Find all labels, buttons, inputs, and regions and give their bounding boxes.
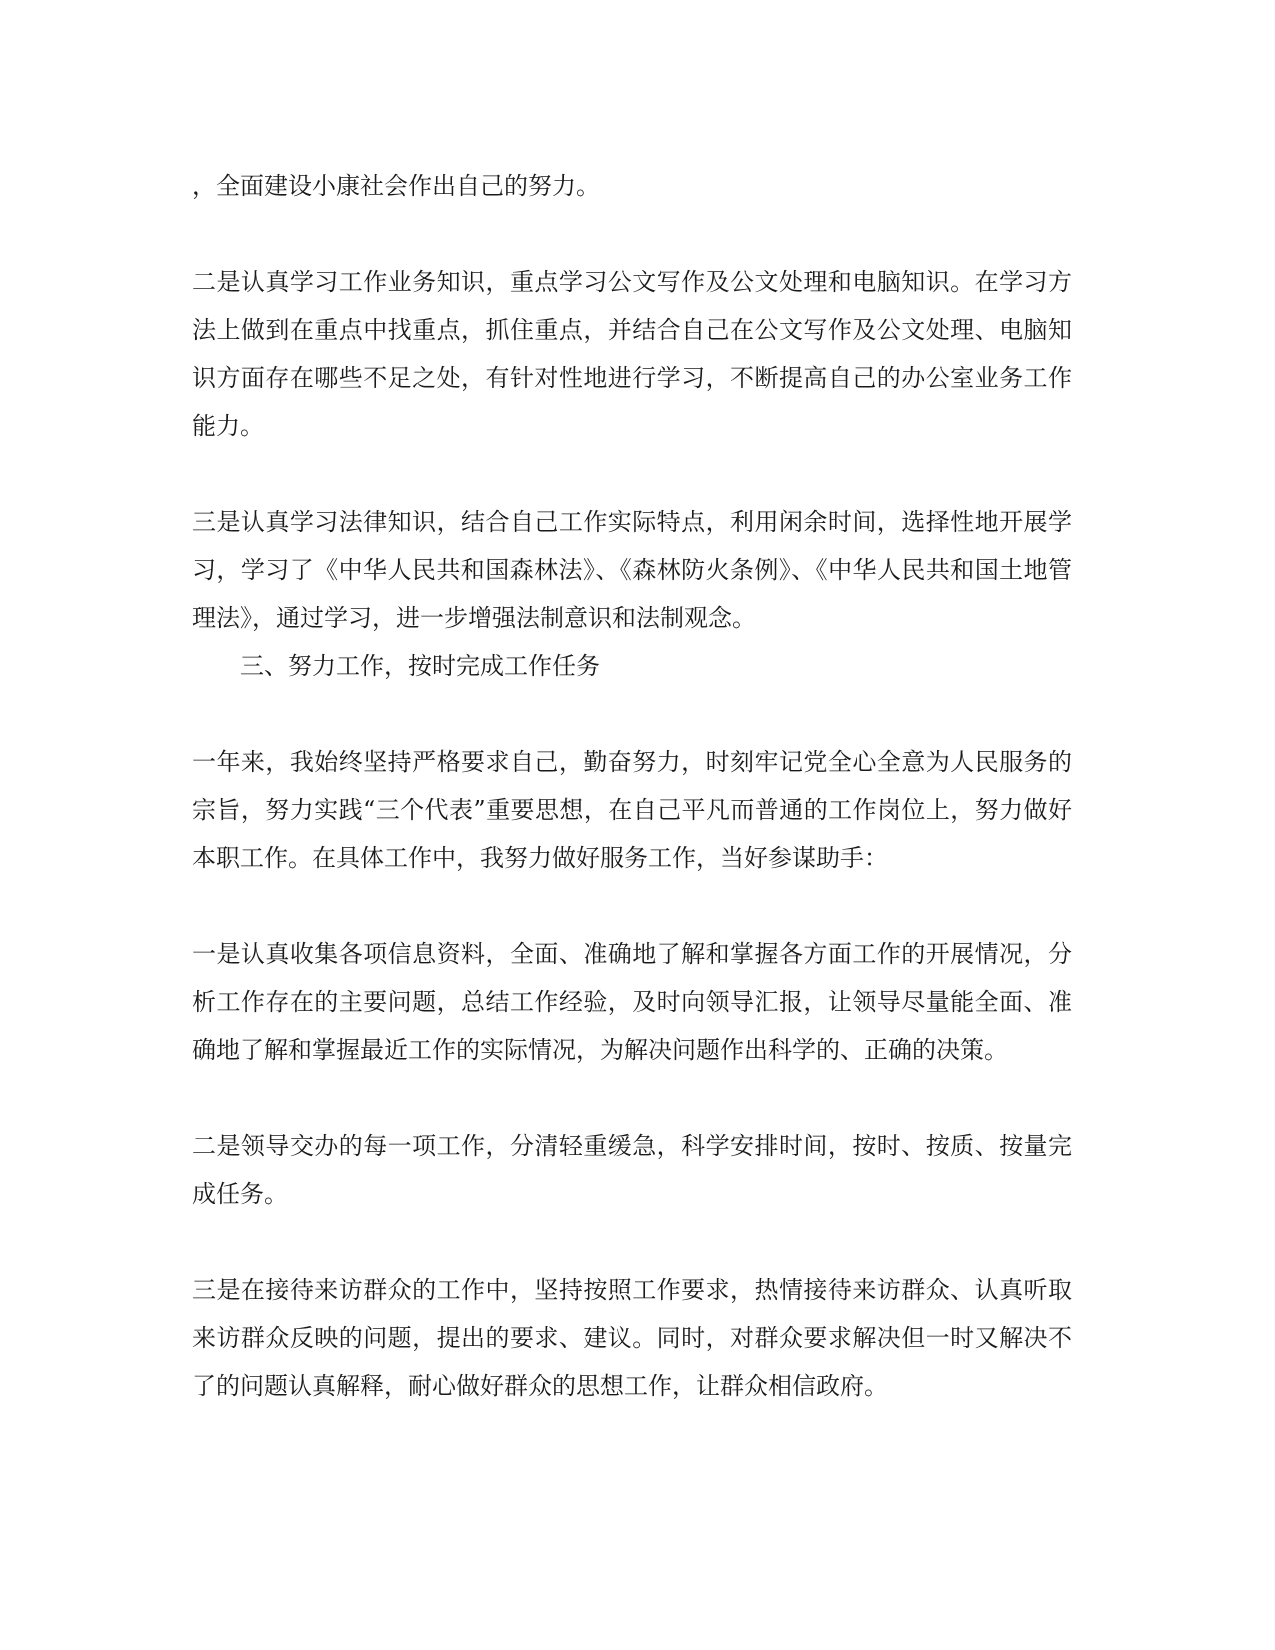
paragraph-year-summary: 一年来，我始终坚持严格要求自己，勤奋努力，时刻牢记党全心全意为人民服务的宗旨，努力实践“三个代表”重要思想，在自己平凡而普通的工作岗位上，努力做好本职工作。在具体工作中，我努力做好服务工作，当好参谋助手： (192, 748, 1072, 872)
section-heading-work: 三、努力工作，按时完成工作任务 (240, 652, 600, 680)
paragraph-study-business: 二是认真学习工作业务知识，重点学习公文写作及公文处理和电脑知识。在学习方法上做到在重点中找重点，抓住重点，并结合自己在公文写作及公文处理、电脑知识方面存在哪些不足之处，有针对性地进行学习，不断提高自己的办公室业务工作能力。 (192, 268, 1072, 440)
paragraph-collect-info: 一是认真收集各项信息资料，全面、准确地了解和掌握各方面工作的开展情况，分析工作存在的主要问题，总结工作经验，及时向领导汇报，让领导尽量能全面、准确地了解和掌握最近工作的实际情况，为解决问题作出科学的、正确的决策。 (192, 940, 1072, 1064)
paragraph-assigned-tasks: 二是领导交办的每一项工作，分清轻重缓急，科学安排时间，按时、按质、按量完成任务。 (192, 1132, 1072, 1208)
document-body (192, 162, 1072, 1410)
paragraph-closing-fragment: ，全面建设小康社会作出自己的努力。 (192, 172, 600, 200)
paragraph-receive-visitors: 三是在接待来访群众的工作中，坚持按照工作要求，热情接待来访群众、认真听取来访群众反映的问题，提出的要求、建议。同时，对群众要求解决但一时又解决不了的问题认真解释，耐心做好群众的思想工作，让群众相信政府。 (192, 1276, 1072, 1400)
paragraph-study-law: 三是认真学习法律知识，结合自己工作实际特点，利用闲余时间，选择性地开展学习，学习了《中华人民共和国森林法》、《森林防火条例》、《中华人民共和国土地管理法》，通过学习，进一步增强法制意识和法制观念。 (192, 508, 1072, 632)
